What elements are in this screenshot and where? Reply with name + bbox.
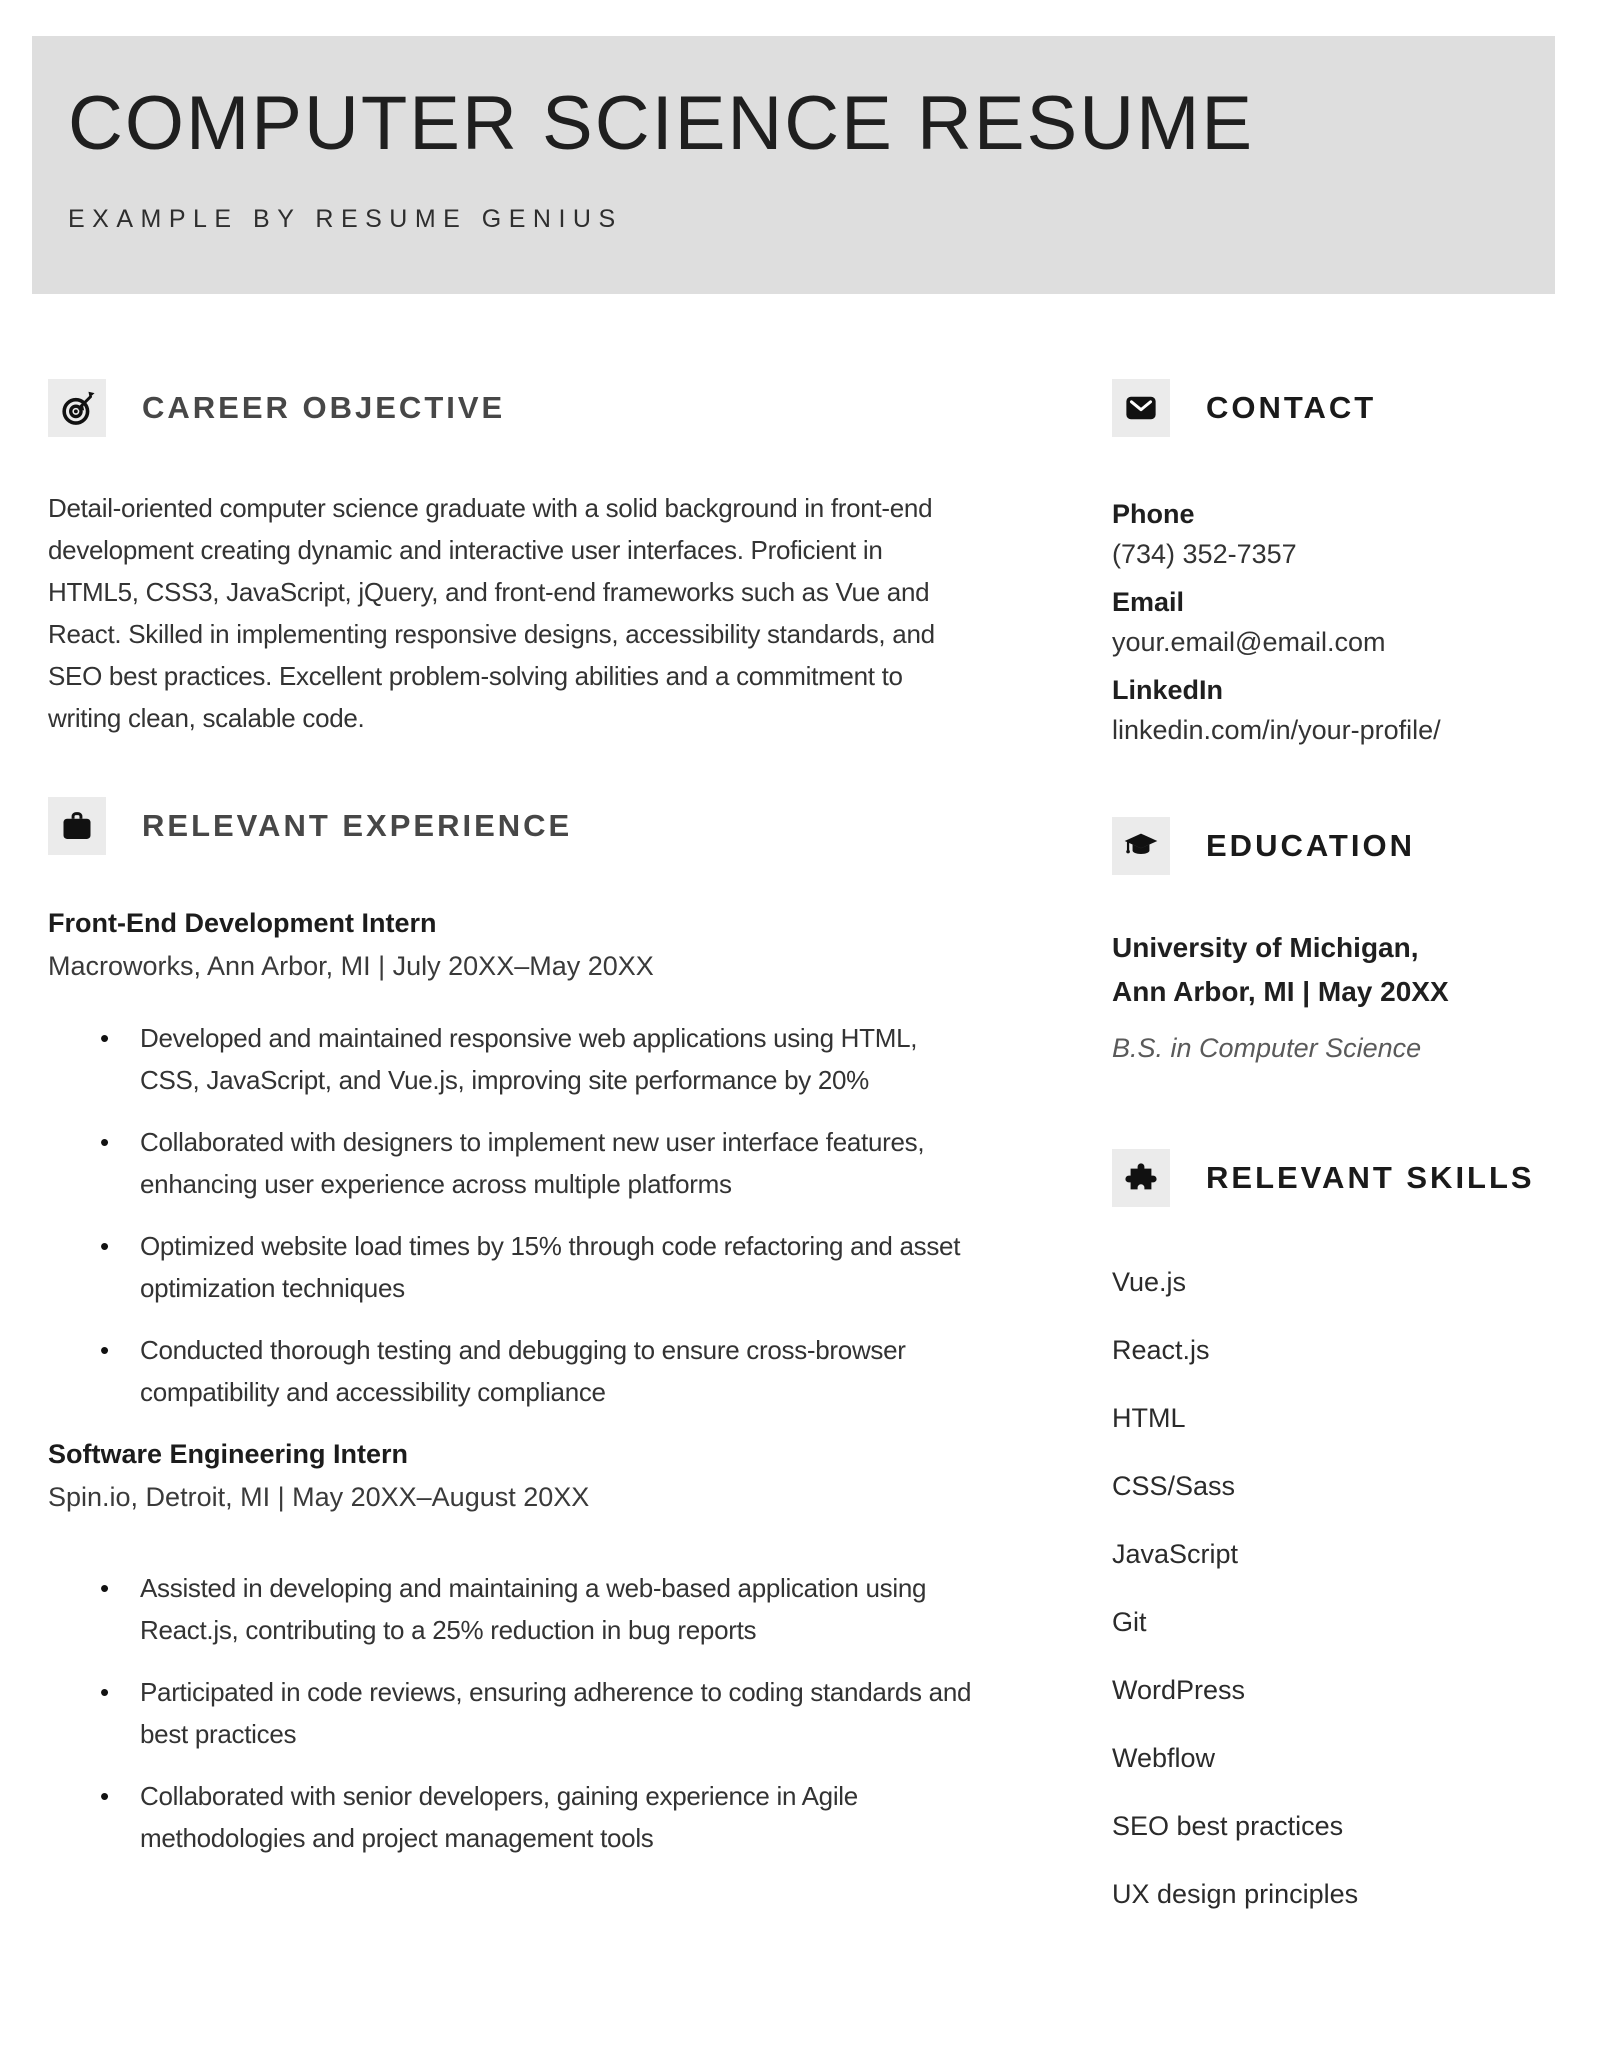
bullet-item: • Collaborated with designers to implement new user interface features, enhancing user experience across multiple platforms — [48, 1121, 978, 1205]
skill-item: SEO best practices — [1112, 1811, 1344, 1842]
job-meta: Macroworks, Ann Arbor, MI | July 20XX–May 20XX — [48, 950, 654, 981]
contact-value: (734) 352-7357 — [1112, 539, 1297, 570]
relevant-skills-section — [1112, 1134, 1552, 1911]
contact-label: LinkedIn — [1112, 675, 1224, 706]
relevant-experience-section — [48, 782, 978, 1858]
job-title: Front-End Development Intern — [48, 907, 437, 938]
job-bullet-list — [48, 1017, 978, 1413]
skill-item: Git — [1112, 1607, 1147, 1638]
bullet-item: • Assisted in developing and maintaining a web-based application using React.js, contributing to a 25% reduction in bug reports — [48, 1567, 978, 1651]
envelope-icon — [1112, 379, 1170, 437]
contact-title: CONTACT — [1206, 389, 1377, 425]
contact-section — [1112, 364, 1552, 750]
target-dart-icon — [48, 379, 106, 437]
skill-item: UX design principles — [1112, 1879, 1359, 1910]
contact-label: Phone — [1112, 499, 1195, 530]
education-school-line1: University of Michigan, — [1112, 931, 1419, 963]
contact-value: linkedin.com/in/your-profile/ — [1112, 715, 1441, 746]
main-column — [48, 364, 978, 1945]
contact-item-linkedin — [1112, 670, 1552, 750]
skill-item: Vue.js — [1112, 1267, 1187, 1298]
contact-item-phone — [1112, 494, 1552, 574]
bullet-item: • Conducted thorough testing and debugging to ensure cross-browser compatibility and accessibility compliance — [48, 1329, 978, 1413]
skills-list — [1112, 1265, 1552, 1911]
graduation-cap-icon — [1112, 817, 1170, 875]
relevant-skills-title: RELEVANT SKILLS — [1206, 1159, 1535, 1195]
skill-item: React.js — [1112, 1335, 1210, 1366]
career-objective-title: CAREER OBJECTIVE — [142, 389, 506, 425]
skill-item: HTML — [1112, 1403, 1186, 1434]
skill-item: CSS/Sass — [1112, 1471, 1236, 1502]
education-degree: B.S. in Computer Science — [1112, 1032, 1422, 1063]
job-bullet-list — [48, 1567, 978, 1859]
relevant-experience-title: RELEVANT EXPERIENCE — [142, 808, 573, 844]
career-objective-text: Detail-oriented computer science graduate with a solid background in front-end development creating dynamic and interactive user interfaces. Proficient in HTML5, CSS3, JavaScript, jQuery, and front-end frameworks such as Vue and React. Skilled in implementing responsive designs, accessibility standards, and SEO best practices. Excellent problem-solving abilities and a commitment to writing clean, scalable code. — [48, 493, 935, 734]
bullet-item: • Participated in code reviews, ensuring adherence to coding standards and best practices — [48, 1671, 978, 1755]
relevant-experience-heading-row — [48, 782, 978, 869]
page-subtitle: EXAMPLE BY RESUME GENIUS — [68, 205, 623, 233]
contact-item-email — [1112, 582, 1552, 662]
education-section — [1112, 802, 1552, 1065]
job-title: Software Engineering Intern — [48, 1438, 409, 1469]
page-title: COMPUTER SCIENCE RESUME — [68, 81, 1255, 166]
job-entry — [48, 1433, 978, 1859]
skill-item: WordPress — [1112, 1675, 1246, 1706]
contact-list — [1112, 494, 1552, 750]
sidebar — [1112, 364, 1552, 1945]
job-meta: Spin.io, Detroit, MI | May 20XX–August 20XX — [48, 1481, 590, 1512]
education-heading-row — [1112, 802, 1552, 889]
skill-item: JavaScript — [1112, 1539, 1239, 1570]
job-entry — [48, 902, 978, 1413]
education-school-line2: Ann Arbor, MI | May 20XX — [1112, 975, 1449, 1007]
contact-label: Email — [1112, 587, 1185, 618]
bullet-item: • Collaborated with senior developers, gaining experience in Agile methodologies and project management tools — [48, 1775, 978, 1859]
contact-heading-row — [1112, 364, 1552, 451]
header-banner — [32, 36, 1555, 294]
bullet-item: • Optimized website load times by 15% through code refactoring and asset optimization techniques — [48, 1225, 978, 1309]
education-school — [1112, 926, 1552, 1014]
content-columns — [48, 364, 1552, 1945]
career-objective-heading-row — [48, 364, 978, 451]
puzzle-piece-icon — [1112, 1149, 1170, 1207]
career-objective-section — [48, 364, 978, 739]
contact-value: your.email@email.com — [1112, 627, 1386, 658]
skill-item: Webflow — [1112, 1743, 1216, 1774]
education-title: EDUCATION — [1206, 828, 1415, 864]
briefcase-icon — [48, 797, 106, 855]
bullet-item: • Developed and maintained responsive web applications using HTML, CSS, JavaScript, and Vue.js, improving site performance by 20% — [48, 1017, 978, 1101]
relevant-skills-heading-row — [1112, 1134, 1552, 1221]
